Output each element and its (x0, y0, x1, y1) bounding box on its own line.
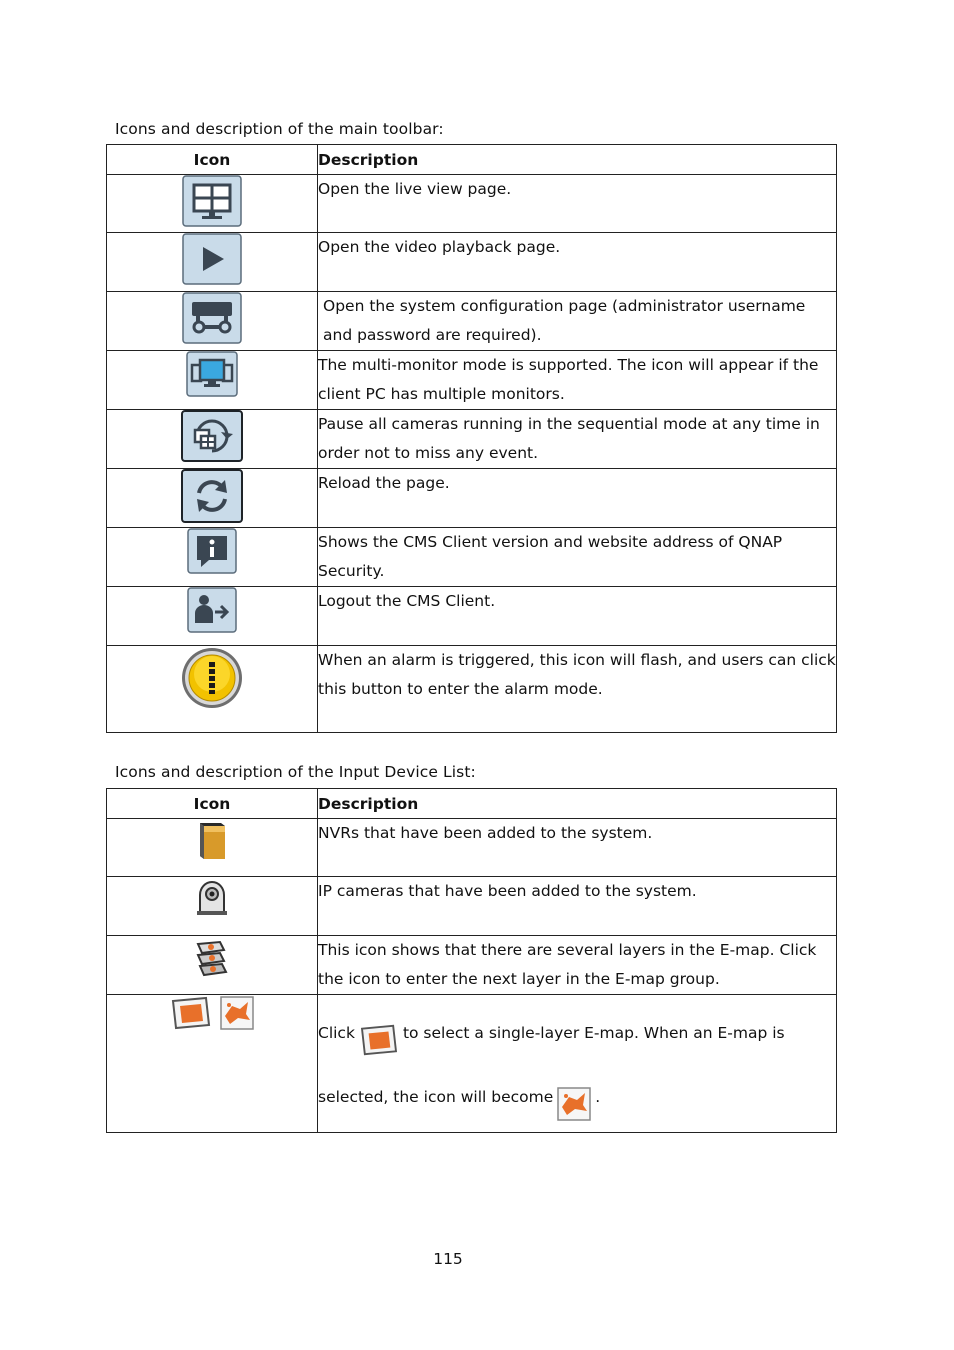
description-cell: IP cameras that have been added to the system. (318, 877, 837, 936)
icon-cell (107, 175, 318, 233)
header-description: Description (318, 145, 837, 175)
table-row (107, 410, 837, 469)
description-cell: When an alarm is triggered, this icon will flash, and users can click this button to enter the alarm mode. (318, 646, 837, 733)
reload-icon (181, 486, 243, 505)
header-description: Description (318, 789, 837, 819)
icon-cell (107, 528, 318, 587)
live-view-monitor-icon (182, 191, 242, 210)
icon-cell (107, 351, 318, 410)
description-cell: The multi-monitor mode is supported. The icon will appear if the client PC has multiple monitors. (318, 351, 837, 410)
emap-single-icon (170, 1003, 217, 1022)
table-row (107, 469, 837, 528)
sequential-pause-icon (181, 426, 243, 445)
table-row (107, 292, 837, 351)
emap-desc-main: to select a single-layer E-map. When an E-map is selected, the icon will become (318, 1024, 785, 1106)
icon-cell (107, 233, 318, 292)
icon-cell (107, 819, 318, 877)
icon-cell (107, 587, 318, 646)
table-row (107, 233, 837, 292)
icon-cell (107, 646, 318, 733)
emap-selected-icon (557, 1074, 591, 1132)
table-row (107, 175, 837, 233)
table-row (107, 587, 837, 646)
multi-monitor-icon (186, 364, 238, 383)
description-cell: Open the system configuration page (administrator username and password are required). (318, 292, 837, 351)
icon-cell (107, 877, 318, 936)
description-cell: Logout the CMS Client. (318, 587, 837, 646)
header-icon: Icon (107, 789, 318, 819)
device-list-caption: Icons and description of the Input Device List: (115, 763, 476, 781)
play-icon (182, 249, 242, 268)
emap-layers-icon (192, 947, 232, 966)
emap-selected-icon (220, 1003, 254, 1022)
icon-cell (107, 936, 318, 995)
emap-single-icon (359, 1010, 399, 1068)
header-icon: Icon (107, 145, 318, 175)
page-number: 115 (433, 1250, 463, 1268)
toolbar-icons-table (106, 144, 837, 733)
description-cell: Pause all cameras running in the sequential mode at any time in order not to miss any event. (318, 410, 837, 469)
description-cell: Shows the CMS Client version and website address of QNAP Security. (318, 528, 837, 587)
emap-desc-click: Click (318, 1024, 355, 1042)
icon-cell (107, 995, 318, 1133)
table-row (107, 936, 837, 995)
table-row (107, 351, 837, 410)
alarm-icon (180, 668, 244, 687)
table-row (107, 819, 837, 877)
table-header (107, 789, 837, 819)
info-icon (187, 541, 237, 560)
description-cell: Reload the page. (318, 469, 837, 528)
nvr-icon (195, 830, 229, 849)
icon-cell (107, 410, 318, 469)
icon-cell (107, 469, 318, 528)
description-cell: Open the video playback page. (318, 233, 837, 292)
table-row (107, 528, 837, 587)
icon-cell (107, 292, 318, 351)
description-cell (318, 995, 837, 1133)
description-cell: Open the live view page. (318, 175, 837, 233)
table-row (107, 995, 837, 1133)
device-list-icons-table (106, 788, 837, 1133)
system-config-wrench-icon (182, 308, 242, 327)
emap-desc-end: . (595, 1088, 601, 1106)
description-cell: This icon shows that there are several layers in the E-map. Click the icon to enter the next layer in the E-map group. (318, 936, 837, 995)
toolbar-caption: Icons and description of the main toolbar: (115, 120, 444, 138)
ip-camera-icon (194, 887, 230, 906)
table-row (107, 877, 837, 936)
description-cell: NVRs that have been added to the system. (318, 819, 837, 877)
table-header (107, 145, 837, 175)
table-row (107, 646, 837, 733)
logout-icon (187, 600, 237, 619)
